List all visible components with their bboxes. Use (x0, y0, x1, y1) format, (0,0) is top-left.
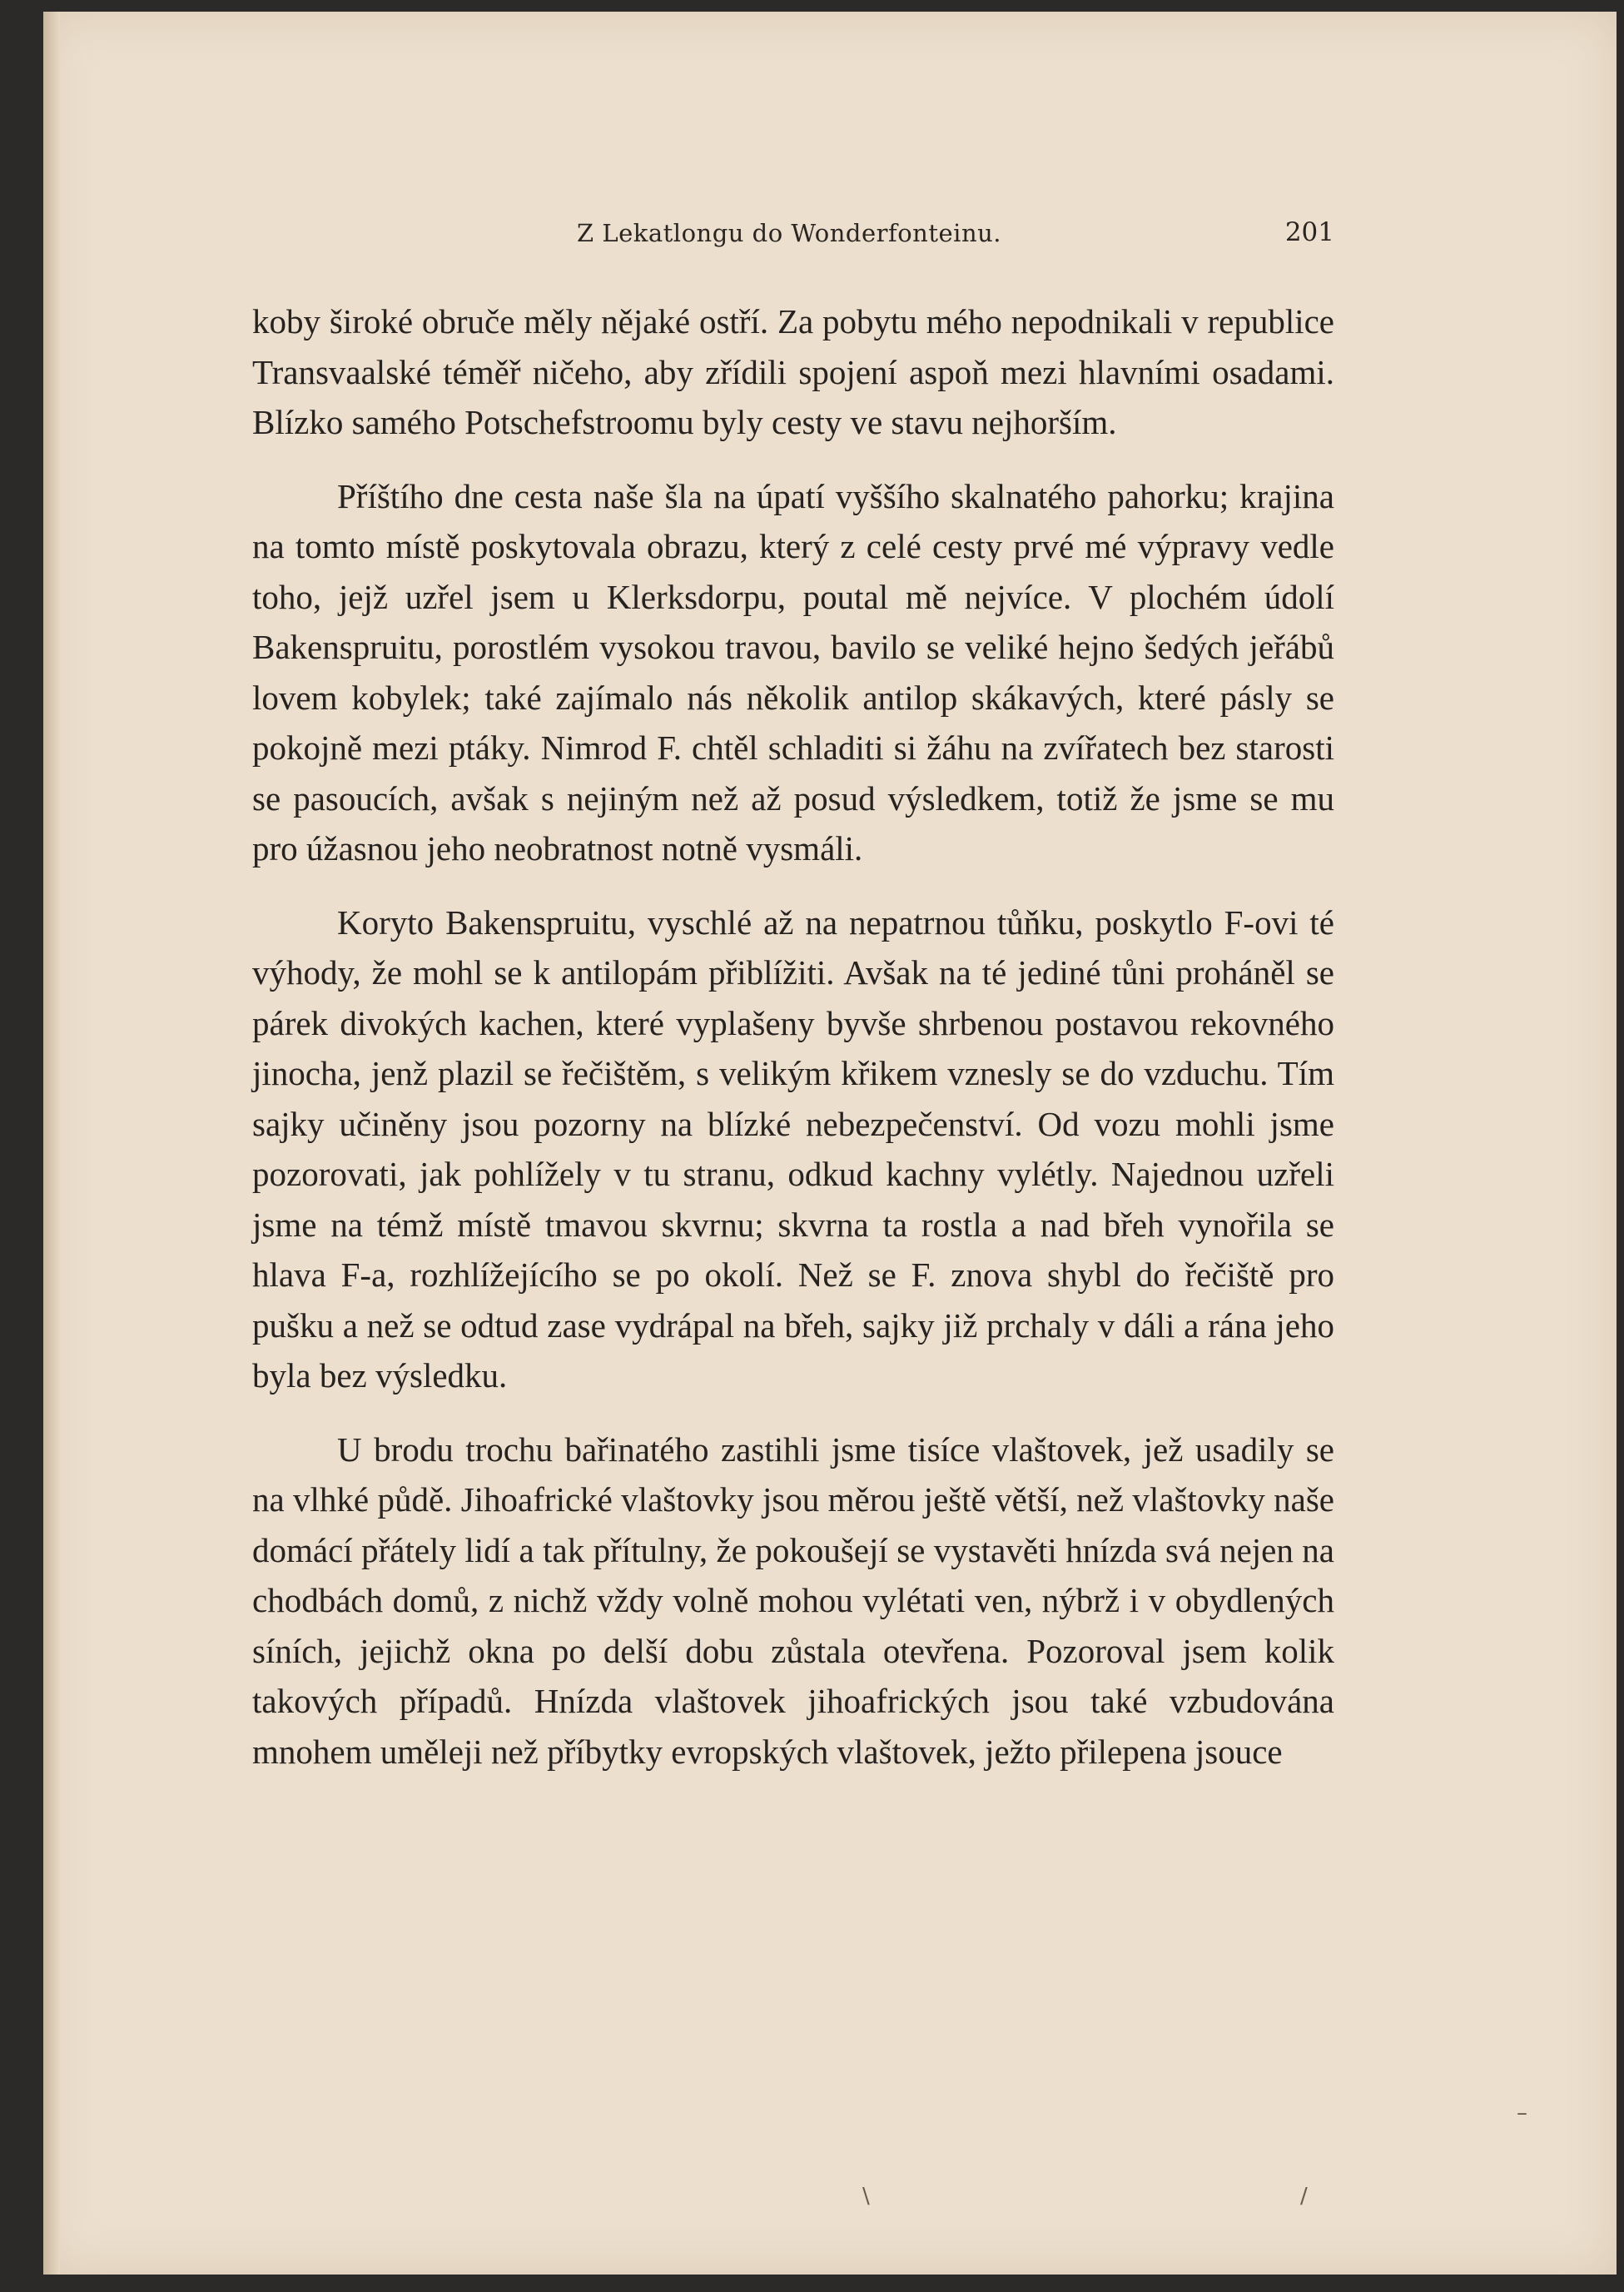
page-gutter (43, 12, 60, 2275)
body-text (252, 296, 1334, 1777)
scan-speck: – (1517, 2101, 1527, 2125)
paragraph: U brodu trochu bařinatého zastihli jsme tisíce vlaštovek, jež usadily se na vlhké půdě. Jihoafrické vlaštovky jsou měrou ještě větší, než vlaštovky naše domácí přátely lidí a tak přítulny, že pokoušejí se vystavěti hnízda svá nejen na chodbách domů, z nichž vždy volně mohou vylétati ven, nýbrž i v obydlených síních, jejichž okna po delší dobu zůstala otevřena. Pozoroval jsem kolik takových případů. Hnízda vlaštovek jihoafrických jsou také vzbudována mnohem uměleji než příbytky evropských vlaštovek, ježto přilepena jsouce (252, 1429, 1334, 1771)
paragraph: Příštího dne cesta naše šla na úpatí vyššího skalnatého pahorku; krajina na tomto místě poskytovala obrazu, který z celé cesty prvé mé výpravy vedle toho, jejž uzřel jsem u Klerksdorpu, poutal mě nejvíce. V plochém údolí Bakenspruitu, porostlém vysokou travou, bavilo se veliké hejno šedých jeřábů lovem kobylek; také zajímalo nás několik antilop skákavých, které pásly se pokojně mezi ptáky. Nimrod F. chtěl schladiti si žáhu na zvířatech bez starosti se pasoucích, avšak s nejiným než až posud výsledkem, totiž že jsme se mu pro úžasnou jeho neobratnost notně vysmáli. (252, 476, 1334, 868)
running-header (252, 214, 1334, 256)
paragraph: Koryto Bakenspruitu, vyschlé až na nepatrnou tůňku, poskytlo F-ovi té výhody, že mohl se k antilopám přiblížiti. Avšak na té jediné tůni proháněl se párek divokých kachen, které vyplašeny byvše shrbenou postavou rekovného jinocha, jenž plazil se řečištěm, s velikým křikem vznesly se do vzduchu. Tím sajky učiněny jsou pozorny na blízké nebezpečenství. Od vozu mohli jsme pozorovati, jak pohlížely v tu stranu, odkud kachny vylétly. Najednou uzřeli jsme na témž místě tmavou skvrnu; skvrna ta rostla a nad břeh vynořila se hlava F-a, rozhlížejícího se po okolí. Než se F. znova shybl do řečiště pro pušku a než se odtud zase vydrápal na břeh, sajky již prchaly v dáli a rána jeho byla bez výsledku. (252, 902, 1334, 1395)
running-title: Z Lekatlongu do Wonderfonteinu. (577, 219, 1002, 247)
scan-speck: / (1300, 2184, 1308, 2209)
page-number: 201 (1284, 217, 1334, 247)
scan-speck: \ (862, 2184, 870, 2209)
paragraph: koby široké obruče měly nějaké ostří. Za pobytu mého nepodnikali v republice Transvaalské téměř ničeho, aby zřídili spojení aspoň mezi hlavními osadami. Blízko samého Potschefstroomu byly cesty ve stavu nejhorším. (252, 302, 1334, 441)
